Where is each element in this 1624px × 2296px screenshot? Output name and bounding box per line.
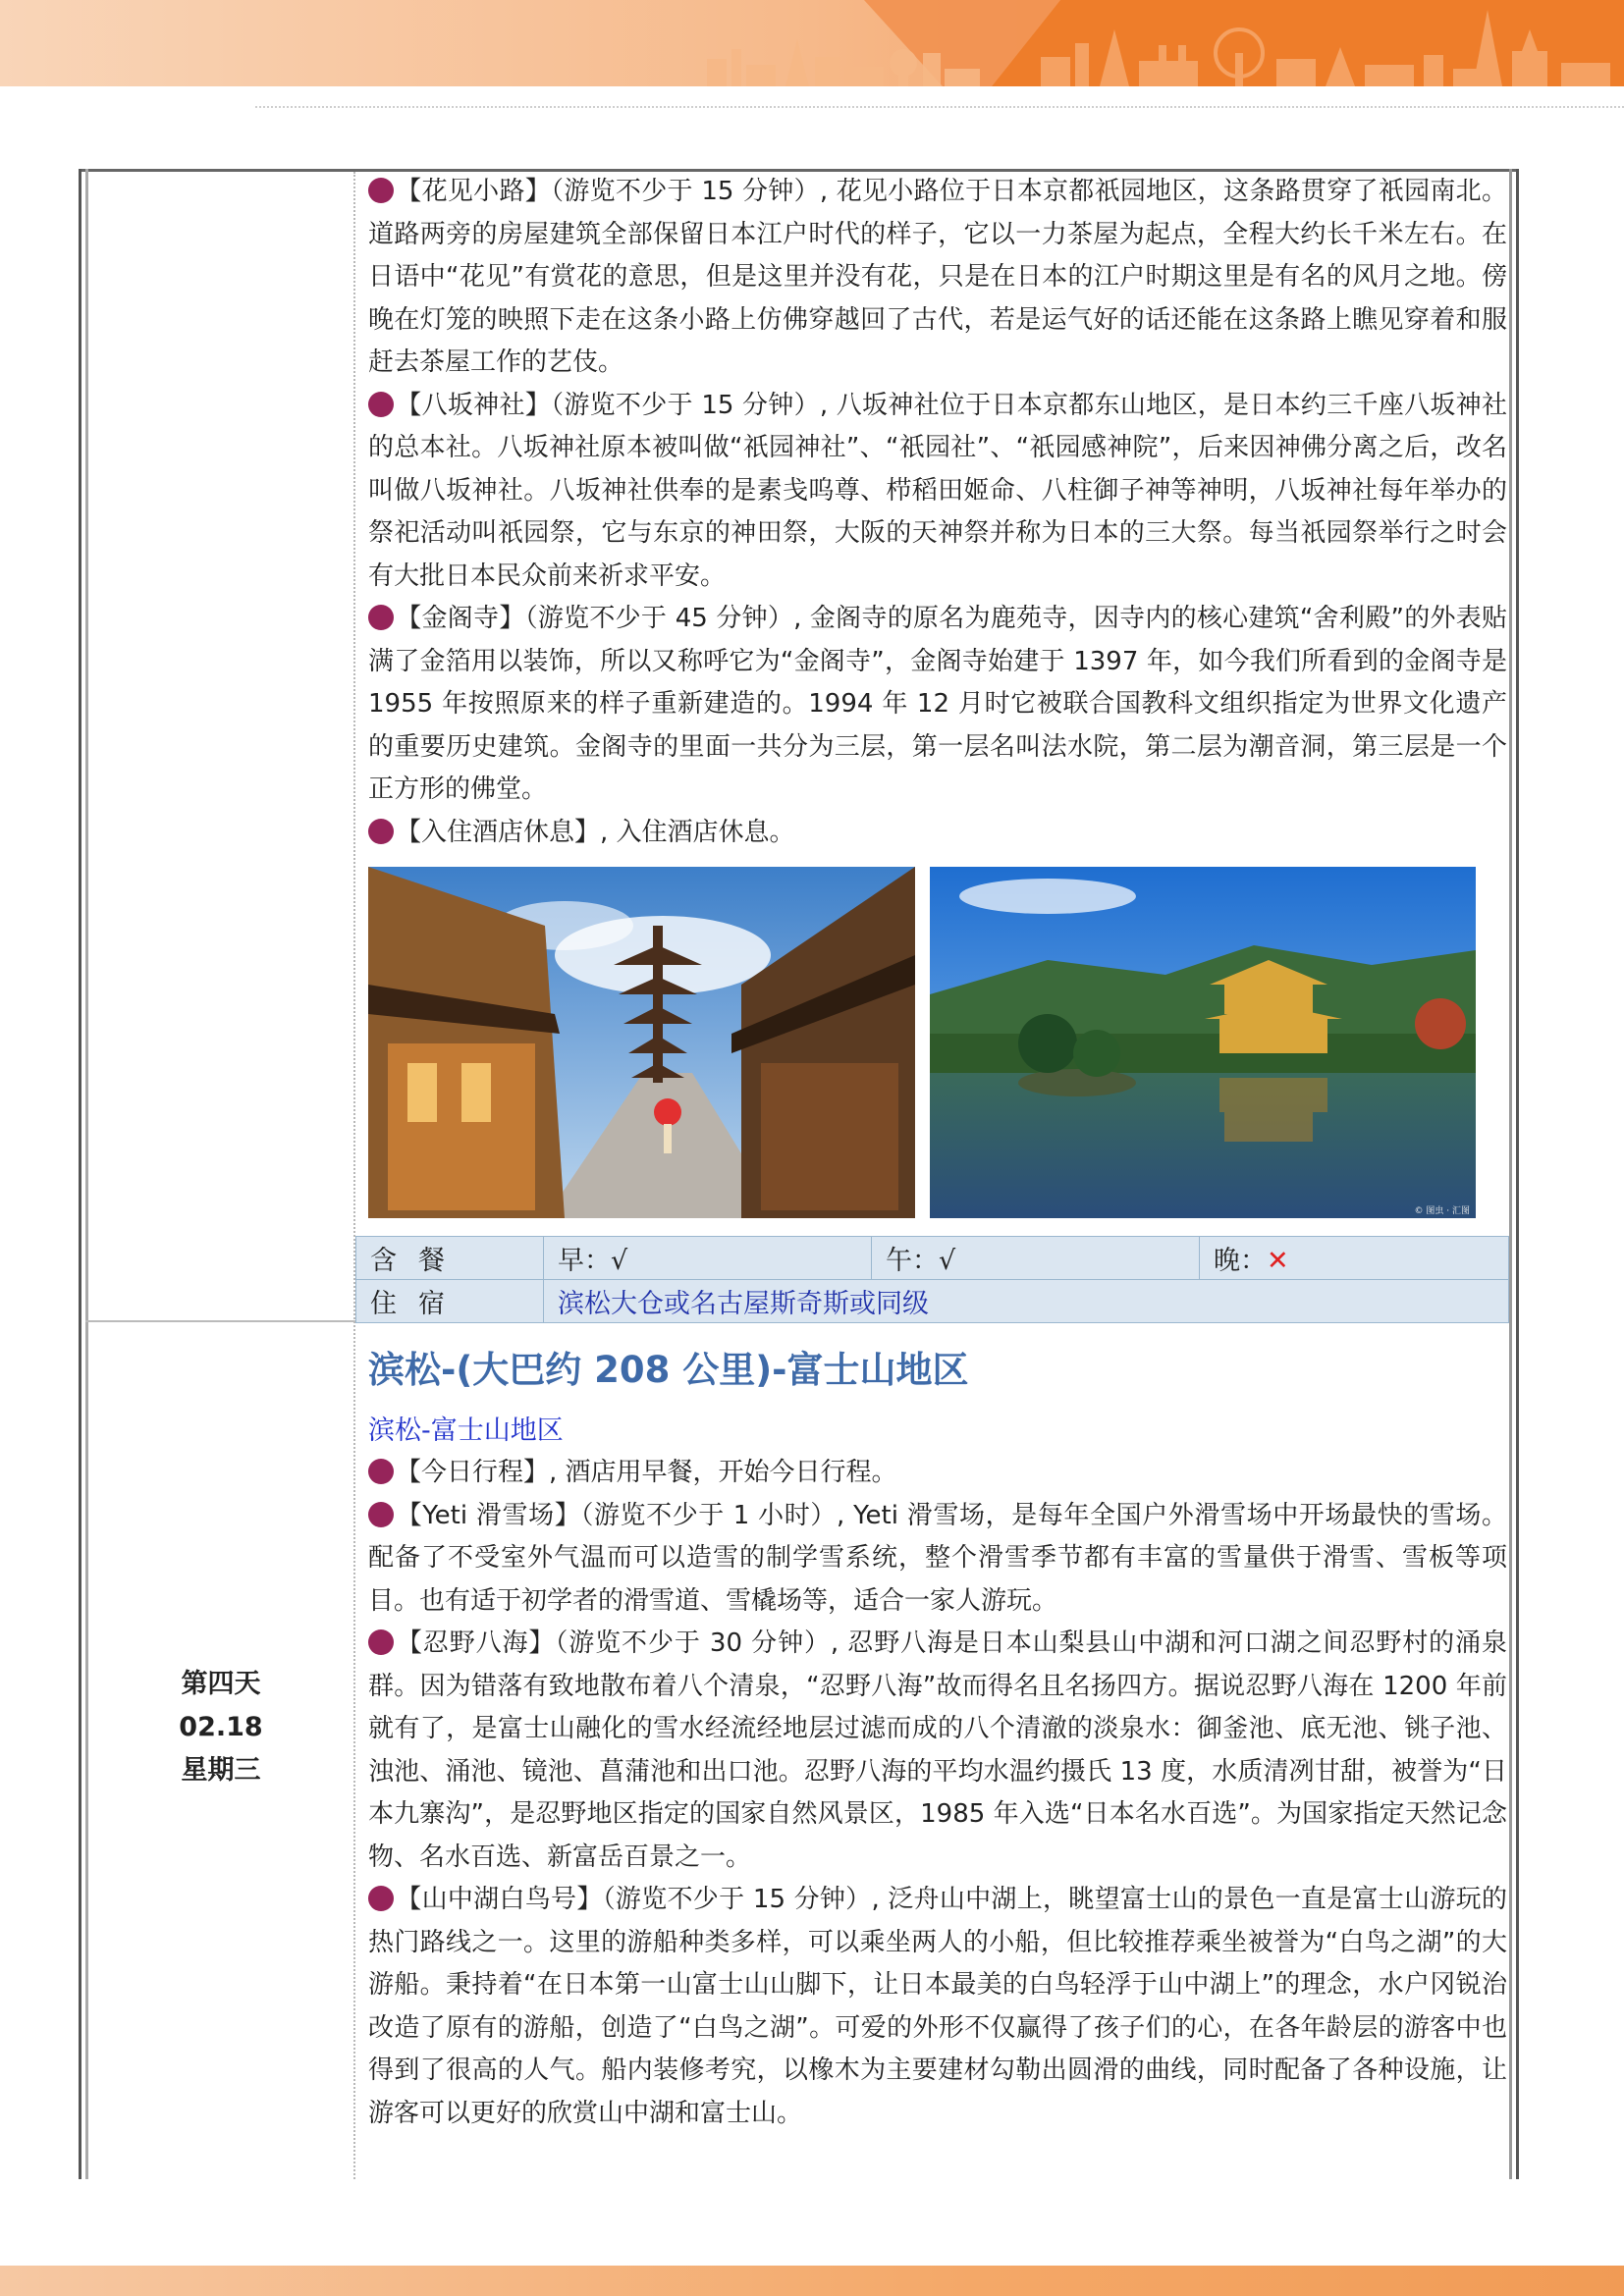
meals-hotel-table	[355, 1236, 1509, 1323]
photo-credit: © 图虫 · 汇图	[1414, 1206, 1470, 1216]
route-title: 滨松-(大巴约 208 公里)-富士山地区	[368, 1349, 969, 1391]
route-subtitle: 滨松-富士山地区	[368, 1415, 564, 1446]
bullet-icon	[368, 392, 394, 417]
dinner-label: 晚：	[1214, 1246, 1267, 1276]
photo-kinkakuji-golden-pavilion	[930, 867, 1476, 1218]
header-dotted-rule	[255, 106, 1624, 108]
bullet-icon	[368, 819, 394, 844]
item-title: 【金阁寺】	[396, 604, 525, 633]
footer-bar	[0, 2266, 1624, 2296]
day3-itinerary	[368, 171, 1507, 854]
itinerary-item-today	[368, 1452, 1507, 1495]
photo-kyoto-street-pagoda	[368, 867, 915, 1218]
item-title: 【山中湖白鸟号】	[396, 1885, 603, 1914]
hotel-label: 住宿	[356, 1280, 544, 1323]
table-left-border	[79, 169, 88, 2179]
itinerary-item-yasaka-shrine	[368, 385, 1507, 599]
item-text: , 酒店用早餐，开始今日行程。	[549, 1458, 897, 1487]
bullet-icon	[368, 605, 394, 630]
item-text: （游览不少于 15 分钟）, 花见小路位于日本京都祇园地区，这条路贯穿了祇园南北。道路两旁的房屋建筑全部保留日本江户时代的样子，它以一力茶屋为起点，全程大约长千米左右。在日语中“花见”有赏花的意思，但是这里并没有花，只是在日本的江户时期这里是有名的风月之地。傍晚在灯笼的映照下走在这条小路上仿佛穿越回了古代，若是运气好的话还能在这条路上瞧见穿着和服赶去茶屋工作的艺伎。	[368, 177, 1507, 377]
item-title: 【忍野八海】	[396, 1629, 556, 1658]
dinner-cell	[1200, 1237, 1509, 1280]
day-date: 02.18	[179, 1712, 263, 1742]
table-right-border	[1509, 169, 1519, 2179]
day-number: 第四天	[181, 1669, 261, 1699]
item-title: 【八坂神社】	[396, 390, 552, 420]
cross-icon: ✕	[1267, 1246, 1289, 1276]
meals-label: 含餐	[356, 1237, 544, 1280]
item-text: （游览不少于 15 分钟）, 泛舟山中湖上，眺望富士山的景色一直是富士山游玩的热门路线之一。这里的游船种类多样，可以乘坐两人的小船，但比较推荐乘坐被誉为“白鸟之湖”的大游船。秉持着“在日本第一山富士山山脚下，让日本最美的白鸟轻浮于山中湖上”的理念，水户冈锐治改造了原有的游船，创造了“白鸟之湖”。可爱的外形不仅赢得了孩子们的心，在各年龄层的游客中也得到了很高的人气。船内装修考究，以橡木为主要建材勾勒出圆滑的曲线，同时配备了各种设施，让游客可以更好的欣赏山中湖和富士山。	[368, 1885, 1507, 2128]
bullet-icon	[368, 1629, 394, 1655]
itinerary-item-yeti-ski	[368, 1495, 1507, 1624]
bullet-icon	[368, 1886, 394, 1911]
header-banner	[0, 0, 1624, 86]
lunch-cell: 午：√	[872, 1237, 1200, 1280]
bullet-icon	[368, 178, 394, 203]
bullet-icon	[368, 1459, 394, 1484]
bullet-icon	[368, 1502, 394, 1527]
meals-row	[356, 1237, 1509, 1280]
itinerary-item-swan-lake-cruise	[368, 1879, 1507, 2135]
breakfast-cell: 早：√	[544, 1237, 872, 1280]
day4-itinerary	[368, 1452, 1507, 2135]
itinerary-item-kinkakuji	[368, 598, 1507, 812]
hotel-row	[356, 1280, 1509, 1323]
item-title: 【花见小路】	[396, 177, 552, 206]
item-text: （游览不少于 15 分钟）, 八坂神社位于日本京都东山地区，是日本约三千座八坂神社的总本社。八坂神社原本被叫做“祇园神社”、“祇园社”、“祇园感神院”，后来因神佛分离之后，改名叫做八坂神社。八坂神社供奉的是素戋呜尊、栉稻田姬命、八柱御子神等神明，八坂神社每年举办的祭祀活动叫祇园祭，它与东京的神田祭，大阪的天神祭并称为日本的三大祭。每当祇园祭举行之时会有大批日本民众前来祈求平安。	[368, 390, 1507, 591]
itinerary-item-oshino-hakkai	[368, 1623, 1507, 1879]
itinerary-item-hotel	[368, 812, 1507, 855]
item-title: 【入住酒店休息】	[396, 817, 601, 847]
column-divider	[353, 172, 355, 2179]
item-text: （游览不少于 1 小时）, Yeti 滑雪场，是每年全国户外滑雪场中开场最快的雪场。配备了不受室外气温而可以造雪的制学雪系统，整个滑雪季节都有丰富的雪量供于滑雪、雪板等项目。也有适于初学者的滑雪道、雪橇场等，适合一家人游玩。	[368, 1500, 1507, 1616]
item-text: , 入住酒店休息。	[600, 817, 795, 847]
itinerary-item-hanamikoji	[368, 171, 1507, 385]
item-text: （游览不少于 30 分钟）, 忍野八海是日本山梨县山中湖和河口湖之间忍野村的涌泉群。因为错落有致地散布着八个清泉，“忍野八海”故而得名且名扬四方。据说忍野八海在 1200 年前就有了，是富士山融化的雪水经流经地层过滤而成的八个清澈的淡泉水：御釜池、底无池、铫子池、浊池、涌池、镜池、菖蒲池和出口池。忍野八海的平均水温约摄氏 13 度，水质清冽甘甜，被誉为“日本九寨沟”，是忍野地区指定的国家自然风景区，1985 年入选“日本名水百选”。为国家指定天然记念物、名水百选、新富岳百景之一。	[368, 1629, 1507, 1872]
city-skyline-banner	[0, 0, 1624, 86]
item-title: 【今日行程】	[396, 1458, 550, 1487]
day-weekday: 星期三	[181, 1755, 261, 1786]
item-title: 【Yeti 滑雪场】	[396, 1500, 581, 1530]
item-text: （游览不少于 45 分钟）, 金阁寺的原名为鹿苑寺，因寺内的核心建筑“舍利殿”的外表贴满了金箔用以装饰，所以又称呼它为“金阁寺”，金阁寺始建于 1397 年，如今我们所看到的金阁寺是 1955 年按照原来的样子重新建造的。1994 年 12 月时它被联合国教科文组织指定为世界文化遗产的重要历史建筑。金阁寺的里面一共分为三层，第一层名叫法水院，第二层为潮音洞，第三层是一个正方形的佛堂。	[368, 604, 1507, 804]
day4-label	[90, 1663, 352, 1792]
hotel-value: 滨松大仓或名古屋斯奇斯或同级	[544, 1280, 1509, 1323]
